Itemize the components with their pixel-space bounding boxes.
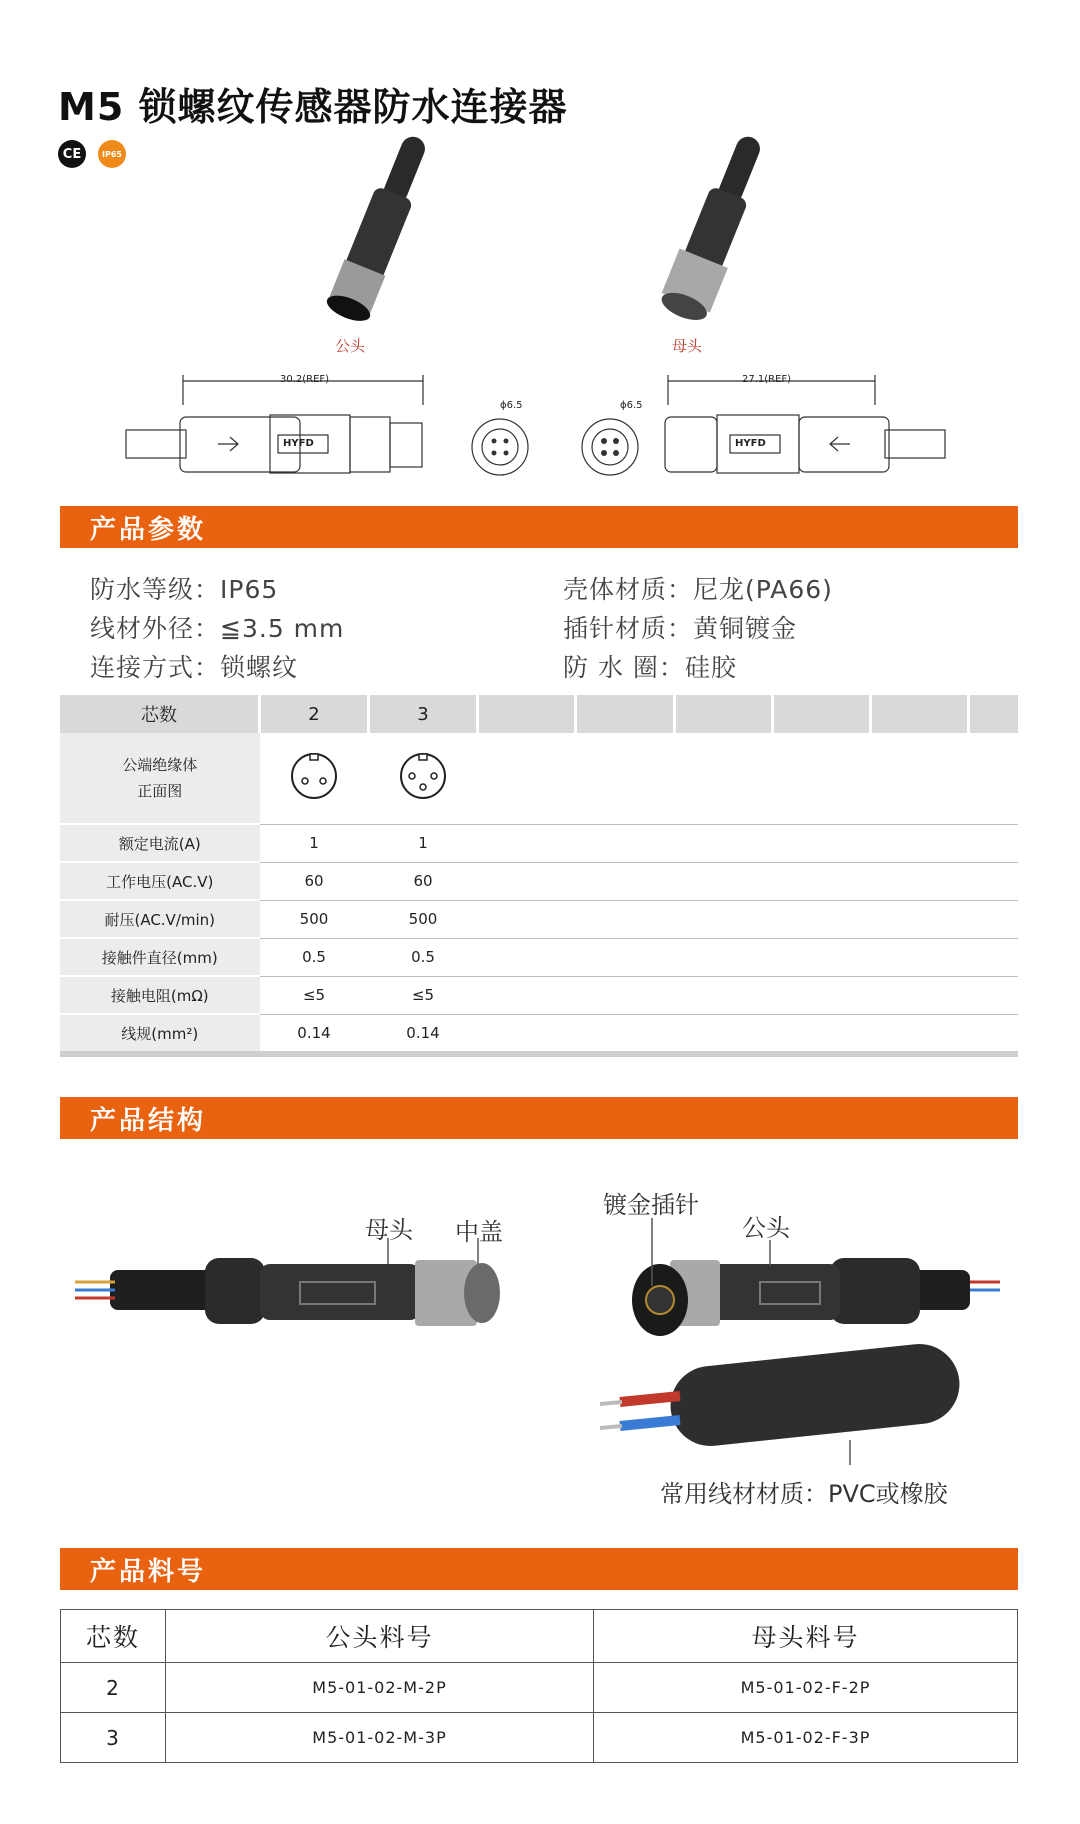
param-seal: 防 水 圈：硅胶 [563,653,737,682]
ip65-badge-icon: IP65 [98,140,126,168]
face-view-2pin [260,733,369,824]
female-drawing-logo: HYFD [735,438,766,449]
label-cable-material: 常用线材材质：PVC或橡胶 [660,1480,948,1508]
ce-mark-icon: CE [58,140,86,168]
header-cores: 芯数 [61,1610,166,1663]
label-male: 公头 [742,1214,790,1242]
female-photo-caption: 母头 [672,337,703,355]
section-structure-header [60,1097,1018,1139]
part-table-row: 3 M5-01-02-M-3P M5-01-02-F-3P [61,1713,1018,1763]
label-female: 母头 [365,1216,413,1244]
part-table-header [61,1610,1018,1663]
param-waterproof: 防水等级：IP65 [90,575,279,604]
male-drawing-logo: HYFD [283,438,314,449]
male-photo-caption: 公头 [335,337,366,355]
part-number-table [60,1609,1018,1763]
spec-row: 接触件直径(mm) 0.5 0.5 [60,938,1018,976]
spec-table-header [60,695,1018,733]
header-male-pn: 公头料号 [166,1610,594,1663]
dimension-drawing [120,375,950,485]
spec-row: 接触电阻(mΩ) ≤5 ≤5 [60,976,1018,1014]
section-part-numbers-header [60,1548,1018,1590]
param-cable-od: 线材外径：≦3.5 mm [90,614,345,643]
spec-row: 线规(mm²) 0.14 0.14 [60,1014,1018,1054]
spec-row: 耐压(AC.V/min) 500 500 [60,900,1018,938]
param-pin-material: 插针材质：黄铜镀金 [563,614,798,643]
param-housing: 壳体材质：尼龙(PA66) [563,575,833,604]
section-params-header [60,506,1018,548]
spec-row-face [60,733,1018,824]
section-params-title: 产品参数 [90,514,207,545]
header-cores-label: 芯数 [60,695,260,733]
female-diameter-dim: ϕ6.5 [620,400,643,411]
header-female-pn: 母头料号 [594,1610,1018,1663]
insulator-3pin-icon [398,751,448,801]
male-diameter-dim: ϕ6.5 [500,400,523,411]
section-part-numbers-title: 产品料号 [90,1556,207,1587]
part-table-row: 2 M5-01-02-M-2P M5-01-02-F-2P [61,1663,1018,1713]
female-length-dim: 27.1(REF) [742,374,792,385]
page-title: M5 锁螺纹传感器防水连接器 [58,85,568,129]
label-middle-cap: 中盖 [455,1218,503,1246]
male-connector-photo [290,120,470,330]
spec-row: 工作电压(AC.V) 60 60 [60,862,1018,900]
male-length-dim: 30.2(REF) [280,374,330,385]
face-label: 公端绝缘体 正面图 [60,733,260,824]
structure-illustration [70,1190,1020,1520]
female-connector-photo [625,120,805,330]
label-gold-pins: 镀金插针 [603,1191,699,1219]
spec-row: 额定电流(A) 1 1 [60,824,1018,862]
param-connection: 连接方式：锁螺纹 [90,653,299,682]
spec-table [60,695,1018,1057]
face-view-3pin [369,733,478,824]
header-core-3: 3 [369,695,478,733]
insulator-2pin-icon [289,751,339,801]
section-structure-title: 产品结构 [90,1105,207,1136]
header-core-2: 2 [260,695,369,733]
